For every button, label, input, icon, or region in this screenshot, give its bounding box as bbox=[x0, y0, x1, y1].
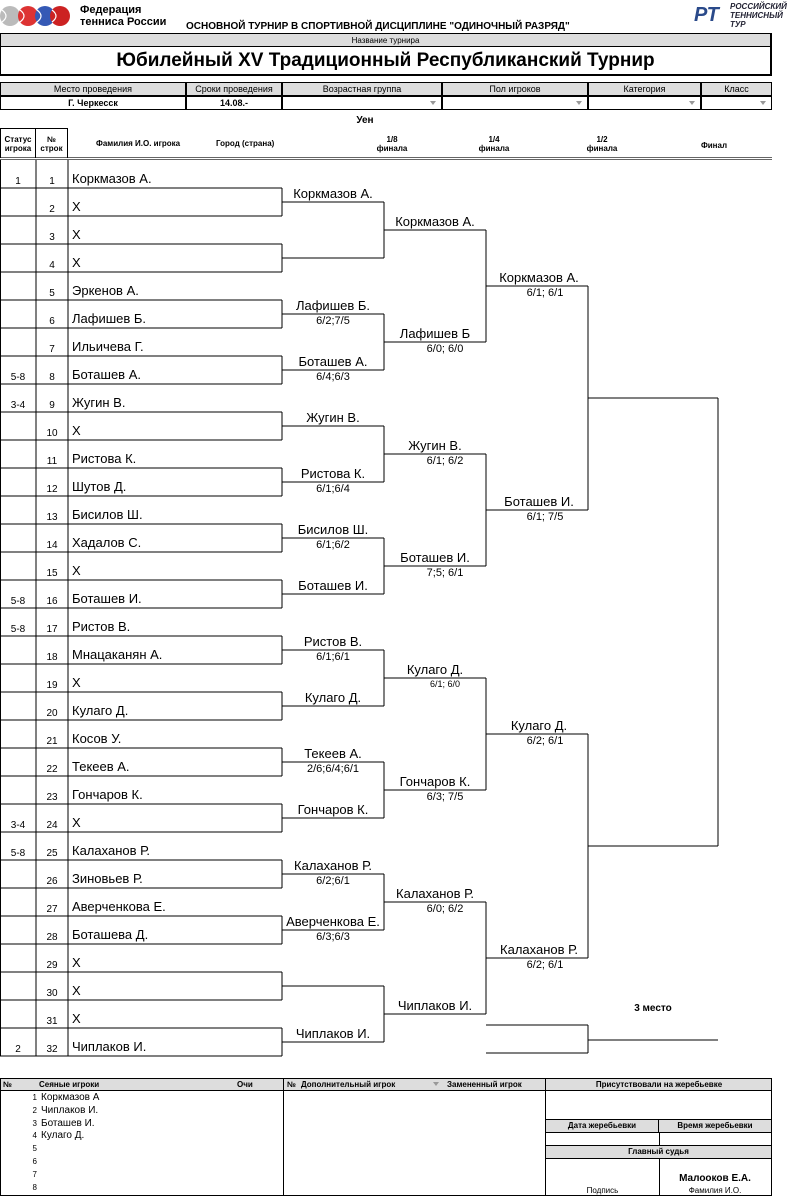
seed-player: Боташев И. bbox=[41, 1117, 95, 1129]
logo-line1: Федерация bbox=[80, 4, 142, 16]
r16-name: Аверченкова Е. bbox=[286, 914, 380, 929]
player-number: 28 bbox=[46, 932, 58, 943]
dates-value: 14.08.- bbox=[186, 96, 282, 110]
col-no-line2: строк bbox=[40, 144, 63, 153]
seed-player: Кулаго Д. bbox=[41, 1130, 85, 1142]
qf-score: 6/3; 7/5 bbox=[426, 791, 464, 803]
player-status: 5-8 bbox=[10, 596, 26, 607]
venue-label: Место проведения bbox=[0, 82, 186, 96]
seed-number: 8 bbox=[32, 1182, 37, 1192]
player-name: Чиплаков И. bbox=[72, 1039, 147, 1054]
age-label: Возрастная группа bbox=[282, 82, 442, 96]
player-name: Х bbox=[72, 1011, 81, 1026]
player-name: Косов У. bbox=[72, 731, 122, 746]
qf-score: 6/1; 6/0 bbox=[429, 679, 461, 689]
sf-score: 6/1; 7/5 bbox=[526, 511, 564, 523]
r16-name: Калаханов Р. bbox=[294, 858, 372, 873]
footer-no2: № bbox=[287, 1080, 296, 1089]
col-final: Финал bbox=[700, 141, 728, 150]
col-r16-line1: 1/8 bbox=[386, 135, 398, 144]
player-number: 12 bbox=[46, 484, 58, 495]
qf-score: 7;5; 6/1 bbox=[426, 567, 464, 579]
player-number: 20 bbox=[46, 708, 58, 719]
player-number: 25 bbox=[46, 848, 58, 859]
player-name: Жугин В. bbox=[72, 395, 126, 410]
player-number: 26 bbox=[46, 876, 58, 887]
player-number: 22 bbox=[46, 764, 58, 775]
player-name: Боташев А. bbox=[72, 367, 141, 382]
footer-present: Присутствовали на жеребьевке bbox=[595, 1080, 723, 1089]
qf-score: 6/1; 6/2 bbox=[426, 455, 464, 467]
player-number: 5 bbox=[49, 288, 55, 299]
player-name: Хадалов С. bbox=[72, 535, 142, 550]
player-name: Боташева Д. bbox=[72, 927, 149, 942]
player-name: Х bbox=[72, 815, 81, 830]
seed-number: 7 bbox=[32, 1169, 37, 1179]
r16-score: 2/6;6/4;6/1 bbox=[307, 763, 359, 775]
r16-score: 6/1;6/2 bbox=[316, 539, 350, 551]
player-name: Х bbox=[72, 199, 81, 214]
col-status-line2: игрока bbox=[4, 144, 32, 153]
fio-label: Фамилия И.О. bbox=[688, 1186, 742, 1195]
third-place-label: 3 место bbox=[634, 1003, 672, 1014]
rtt-line2: ТЕННИСНЫЙ bbox=[730, 11, 783, 20]
player-status: 5-8 bbox=[10, 624, 26, 635]
sf-score: 6/2; 6/1 bbox=[526, 735, 564, 747]
qf-name: Лафишев Б bbox=[399, 326, 471, 341]
player-number: 1 bbox=[49, 176, 55, 187]
footer bbox=[0, 1078, 772, 1196]
col-name: Фамилия И.О. игрока bbox=[96, 139, 181, 148]
player-name: Калаханов Р. bbox=[72, 843, 150, 858]
rtt-mark: РТ bbox=[694, 4, 719, 26]
r16-name: Кулаго Д. bbox=[304, 690, 362, 705]
player-name: Х bbox=[72, 227, 81, 242]
player-status: 5-8 bbox=[10, 372, 26, 383]
r16-score: 6/2;7/5 bbox=[316, 315, 350, 327]
qf-name: Чиплаков И. bbox=[397, 998, 473, 1013]
sign-label: Подпись bbox=[586, 1186, 619, 1195]
player-number: 19 bbox=[46, 680, 58, 691]
player-name: Х bbox=[72, 675, 81, 690]
player-number: 31 bbox=[46, 1016, 58, 1027]
player-name: Кулаго Д. bbox=[72, 703, 129, 718]
player-name: Текеев А. bbox=[72, 759, 130, 774]
player-number: 32 bbox=[46, 1044, 58, 1055]
seed-number: 6 bbox=[32, 1157, 37, 1166]
judge-label: Главный судья bbox=[546, 1146, 771, 1158]
footer-seeded: Сеяные игроки bbox=[39, 1080, 100, 1089]
player-number: 8 bbox=[49, 372, 55, 383]
seed-list bbox=[1, 1093, 281, 1195]
col-sf-line2: финала bbox=[586, 144, 618, 153]
player-number: 24 bbox=[46, 820, 58, 831]
sf-name: Кулаго Д. bbox=[510, 718, 568, 733]
r16-name: Боташев А. bbox=[298, 354, 368, 369]
qf-score: 6/0; 6/0 bbox=[426, 343, 464, 355]
venue-value: Г. Черкесск bbox=[0, 96, 186, 110]
player-number: 7 bbox=[49, 344, 55, 355]
player-name: Ристова К. bbox=[72, 451, 137, 466]
section-label: Уен bbox=[356, 115, 374, 126]
r16-name: Ристов В. bbox=[303, 634, 363, 649]
tournament-name: Юбилейный XV Традиционный Республиканский Турнир bbox=[116, 50, 655, 71]
player-number: 23 bbox=[46, 792, 58, 803]
category-label: Категория bbox=[588, 82, 701, 96]
qf-name: Боташев И. bbox=[400, 550, 470, 565]
seed-player: Чиплаков И. bbox=[41, 1104, 99, 1116]
player-name: Х bbox=[72, 955, 81, 970]
class-label: Класс bbox=[701, 82, 772, 96]
qf-score: 6/0; 6/2 bbox=[426, 903, 464, 915]
r16-name: Жугин В. bbox=[306, 410, 360, 425]
player-number: 14 bbox=[46, 540, 58, 551]
seed-number: 2 bbox=[32, 1105, 37, 1115]
player-status: 3-4 bbox=[10, 400, 26, 411]
sf-name: Боташев И. bbox=[504, 494, 574, 509]
player-number: 3 bbox=[49, 232, 55, 243]
player-number: 17 bbox=[46, 624, 58, 635]
rtt-line3: ТУР bbox=[730, 20, 746, 29]
player-number: 16 bbox=[46, 596, 58, 607]
footer-points: Очи bbox=[237, 1080, 253, 1089]
player-number: 9 bbox=[49, 400, 55, 411]
seed-number: 1 bbox=[32, 1093, 37, 1102]
player-number: 10 bbox=[46, 428, 58, 439]
col-sf-line1: 1/2 bbox=[596, 135, 608, 144]
player-name: Ильичева Г. bbox=[72, 339, 144, 354]
qf-name: Коркмазов А. bbox=[395, 214, 475, 229]
seed-number: 4 bbox=[32, 1131, 37, 1141]
r16-score: 6/2;6/1 bbox=[316, 875, 350, 887]
player-number: 18 bbox=[46, 652, 58, 663]
chevron-down-icon[interactable] bbox=[433, 1082, 439, 1086]
footer-replaced: Замененный игрок bbox=[447, 1080, 522, 1089]
player-name: Х bbox=[72, 983, 81, 998]
qf-name: Кулаго Д. bbox=[406, 662, 464, 677]
gender-label: Пол игроков bbox=[442, 82, 588, 96]
player-number: 27 bbox=[46, 904, 58, 915]
sf-score: 6/2; 6/1 bbox=[526, 959, 564, 971]
draw-date-label: Дата жеребьевки bbox=[546, 1120, 659, 1132]
sf-name: Коркмазов А. bbox=[499, 270, 579, 285]
player-status: 3-4 bbox=[10, 820, 26, 831]
r16-name: Бисилов Ш. bbox=[297, 522, 369, 537]
player-name: Бисилов Ш. bbox=[72, 507, 143, 522]
r16-name: Ристова К. bbox=[300, 466, 366, 481]
r16-score: 6/4;6/3 bbox=[316, 371, 350, 383]
footer-extra: Дополнительный игрок bbox=[301, 1080, 396, 1089]
r16-score: 6/1;6/4 bbox=[316, 483, 350, 495]
player-number: 13 bbox=[46, 512, 58, 523]
r16-name: Лафишев Б. bbox=[295, 298, 371, 313]
player-name: Ристов В. bbox=[72, 619, 131, 634]
player-status: 1 bbox=[15, 176, 21, 187]
qf-name: Калаханов Р. bbox=[396, 886, 474, 901]
player-number: 15 bbox=[46, 568, 58, 579]
player-name: Зиновьев Р. bbox=[72, 871, 143, 886]
r16-name: Боташев И. bbox=[298, 578, 368, 593]
player-number: 21 bbox=[46, 736, 58, 747]
col-no-line1: № bbox=[47, 135, 56, 144]
r16-score: 6/1;6/1 bbox=[316, 651, 350, 663]
rtt-line1: РОССИЙСКИЙ bbox=[730, 2, 787, 11]
player-name: Боташев И. bbox=[72, 591, 142, 606]
player-number: 4 bbox=[49, 260, 55, 271]
col-qf-line1: 1/4 bbox=[488, 135, 500, 144]
seed-number: 5 bbox=[32, 1144, 37, 1154]
player-name: Коркмазов А. bbox=[72, 171, 152, 186]
col-city: Город (страна) bbox=[216, 139, 275, 148]
footer-no: № bbox=[3, 1080, 12, 1089]
player-name: Шутов Д. bbox=[72, 479, 127, 494]
player-name: Гончаров К. bbox=[72, 787, 143, 802]
sf-score: 6/1; 6/1 bbox=[526, 287, 564, 299]
qf-name: Гончаров К. bbox=[399, 774, 471, 789]
r16-name: Коркмазов А. bbox=[293, 186, 373, 201]
player-number: 6 bbox=[49, 316, 55, 327]
seed-number: 3 bbox=[32, 1118, 37, 1128]
player-status: 2 bbox=[15, 1044, 21, 1055]
player-number: 11 bbox=[46, 456, 58, 467]
player-name: Х bbox=[72, 423, 81, 438]
dates-label: Сроки проведения bbox=[186, 82, 282, 96]
draw-time-label: Время жеребьевки bbox=[659, 1120, 771, 1132]
col-status-line1: Статус bbox=[4, 135, 32, 144]
player-name: Аверченкова Е. bbox=[72, 899, 166, 914]
r16-name: Текеев А. bbox=[304, 746, 362, 761]
col-r16-line2: финала bbox=[376, 144, 408, 153]
tournament-name-label: Название турнира bbox=[1, 34, 770, 47]
player-status: 5-8 bbox=[10, 848, 26, 859]
judge-name: Малооков Е.А. bbox=[679, 1173, 751, 1184]
logo-line2: тенниса России bbox=[80, 16, 167, 28]
seed-player: Коркмазов А bbox=[41, 1092, 100, 1103]
sf-name: Калаханов Р. bbox=[500, 942, 578, 957]
main-title: ОСНОВНОЙ ТУРНИР В СПОРТИВНОЙ ДИСЦИПЛИНЕ "ОДИНОЧНЫЙ РАЗРЯД" bbox=[186, 21, 570, 32]
qf-name: Жугин В. bbox=[408, 438, 462, 453]
player-name: Лафишев Б. bbox=[72, 311, 147, 326]
r16-name: Чиплаков И. bbox=[295, 1026, 371, 1041]
player-number: 29 bbox=[46, 960, 58, 971]
player-name: Х bbox=[72, 563, 81, 578]
player-number: 30 bbox=[46, 988, 58, 999]
r16-name: Гончаров К. bbox=[297, 802, 369, 817]
player-number: 2 bbox=[49, 204, 55, 215]
player-name: Мнацаканян А. bbox=[72, 647, 163, 662]
player-name: Эркенов А. bbox=[72, 283, 139, 298]
col-qf-line2: финала bbox=[478, 144, 510, 153]
player-name: Х bbox=[72, 255, 81, 270]
r16-score: 6/3;6/3 bbox=[316, 931, 350, 943]
